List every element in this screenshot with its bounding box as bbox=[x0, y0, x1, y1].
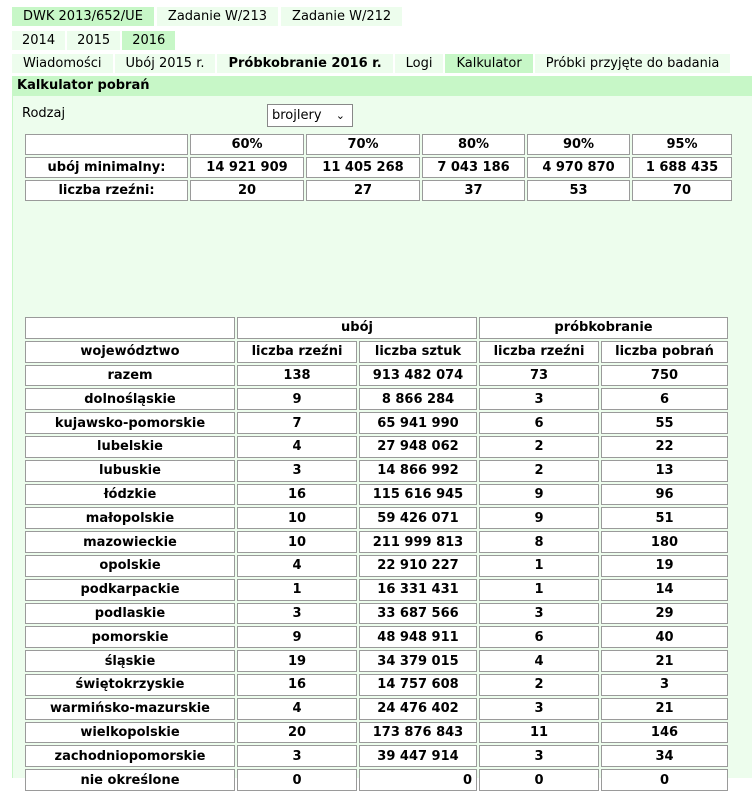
region-liczba-sztuk: 115 616 945 bbox=[359, 484, 477, 506]
region-liczba-rzezni: 3 bbox=[237, 603, 357, 625]
region-liczba-pobran: 180 bbox=[601, 531, 728, 553]
calc-row-liczba-rzezni bbox=[25, 180, 732, 201]
region-liczba-sztuk: 211 999 813 bbox=[359, 531, 477, 553]
table-row bbox=[25, 745, 728, 767]
region-liczba-rzezni: 16 bbox=[237, 484, 357, 506]
region-liczba-rzezni: 138 bbox=[237, 365, 357, 387]
region-liczba-sztuk: 14 757 608 bbox=[359, 674, 477, 696]
region-group-blank bbox=[25, 317, 235, 339]
region-liczba-pobran: 13 bbox=[601, 460, 728, 482]
region-liczba-sztuk: 65 941 990 bbox=[359, 412, 477, 434]
region-group-header-row bbox=[25, 317, 728, 339]
tab-year-2014[interactable]: 2014 bbox=[12, 31, 65, 50]
region-liczba-pobran: 51 bbox=[601, 507, 728, 529]
region-liczba-pobran: 22 bbox=[601, 436, 728, 458]
region-table-body bbox=[25, 317, 728, 791]
table-row bbox=[25, 579, 728, 601]
region-probki-liczba-rzezni: 3 bbox=[479, 745, 599, 767]
region-liczba-sztuk: 173 876 843 bbox=[359, 722, 477, 744]
calc-cell: 4 970 870 bbox=[527, 157, 630, 178]
region-probki-liczba-rzezni: 2 bbox=[479, 436, 599, 458]
table-row bbox=[25, 412, 728, 434]
region-liczba-pobran: 96 bbox=[601, 484, 728, 506]
region-liczba-rzezni: 10 bbox=[237, 531, 357, 553]
region-liczba-rzezni: 4 bbox=[237, 698, 357, 720]
region-liczba-pobran: 29 bbox=[601, 603, 728, 625]
region-name: podkarpackie bbox=[25, 579, 235, 601]
region-liczba-sztuk: 14 866 992 bbox=[359, 460, 477, 482]
region-table bbox=[23, 315, 730, 793]
calc-cell: 27 bbox=[306, 180, 420, 201]
tab-uboj-2015[interactable]: Ubój 2015 r. bbox=[115, 54, 216, 73]
region-probki-liczba-rzezni: 2 bbox=[479, 674, 599, 696]
region-name: zachodniopomorskie bbox=[25, 745, 235, 767]
calc-header-cell: 80% bbox=[422, 134, 525, 155]
region-liczba-rzezni: 0 bbox=[237, 769, 357, 791]
region-probki-liczba-rzezni: 0 bbox=[479, 769, 599, 791]
tab-wiadomosci[interactable]: Wiadomości bbox=[12, 54, 113, 73]
region-name: wielkopolskie bbox=[25, 722, 235, 744]
region-probki-liczba-rzezni: 9 bbox=[479, 507, 599, 529]
region-probki-liczba-rzezni: 1 bbox=[479, 555, 599, 577]
col-header-wojewodztwo: województwo bbox=[25, 341, 235, 363]
region-liczba-pobran: 6 bbox=[601, 388, 728, 410]
region-probki-liczba-rzezni: 2 bbox=[479, 460, 599, 482]
region-liczba-pobran: 0 bbox=[601, 769, 728, 791]
col-header-liczba-pobran: liczba pobrań bbox=[601, 341, 728, 363]
region-liczba-sztuk: 27 948 062 bbox=[359, 436, 477, 458]
table-row bbox=[25, 484, 728, 506]
calc-cell: 20 bbox=[190, 180, 304, 201]
calculator-panel bbox=[12, 96, 752, 788]
calc-cell: 70 bbox=[632, 180, 732, 201]
calc-cell: 37 bbox=[422, 180, 525, 201]
region-liczba-pobran: 14 bbox=[601, 579, 728, 601]
region-liczba-rzezni: 4 bbox=[237, 436, 357, 458]
region-liczba-pobran: 34 bbox=[601, 745, 728, 767]
region-name: mazowieckie bbox=[25, 531, 235, 553]
table-row bbox=[25, 531, 728, 553]
table-row bbox=[25, 365, 728, 387]
region-probki-liczba-rzezni: 8 bbox=[479, 531, 599, 553]
tab-zadanie-w213[interactable]: Zadanie W/213 bbox=[157, 7, 278, 26]
region-liczba-pobran: 19 bbox=[601, 555, 728, 577]
region-name: nie określone bbox=[25, 769, 235, 791]
region-name: kujawsko-pomorskie bbox=[25, 412, 235, 434]
table-row bbox=[25, 507, 728, 529]
region-probki-liczba-rzezni: 6 bbox=[479, 412, 599, 434]
group-header-uboj: ubój bbox=[237, 317, 477, 339]
table-row bbox=[25, 722, 728, 744]
tab-zadanie-w212[interactable]: Zadanie W/212 bbox=[281, 7, 402, 26]
table-row bbox=[25, 674, 728, 696]
region-probki-liczba-rzezni: 6 bbox=[479, 626, 599, 648]
tab-logi[interactable]: Logi bbox=[395, 54, 444, 73]
table-row bbox=[25, 388, 728, 410]
region-liczba-sztuk: 39 447 914 bbox=[359, 745, 477, 767]
region-liczba-rzezni: 20 bbox=[237, 722, 357, 744]
region-probki-liczba-rzezni: 3 bbox=[479, 388, 599, 410]
region-name: razem bbox=[25, 365, 235, 387]
calculator-table bbox=[23, 132, 734, 203]
table-row bbox=[25, 436, 728, 458]
region-liczba-sztuk: 34 379 015 bbox=[359, 650, 477, 672]
region-probki-liczba-rzezni: 9 bbox=[479, 484, 599, 506]
section-tab-bar bbox=[12, 54, 732, 73]
region-liczba-rzezni: 1 bbox=[237, 579, 357, 601]
region-liczba-rzezni: 3 bbox=[237, 460, 357, 482]
region-liczba-sztuk: 16 331 431 bbox=[359, 579, 477, 601]
tab-kalkulator[interactable]: Kalkulator bbox=[445, 54, 532, 73]
region-liczba-sztuk: 0 bbox=[359, 769, 477, 791]
region-liczba-pobran: 21 bbox=[601, 698, 728, 720]
region-name: lubelskie bbox=[25, 436, 235, 458]
region-name: pomorskie bbox=[25, 626, 235, 648]
year-tab-bar bbox=[12, 31, 177, 50]
region-liczba-pobran: 21 bbox=[601, 650, 728, 672]
panel-title: Kalkulator pobrań bbox=[12, 76, 752, 96]
region-liczba-sztuk: 8 866 284 bbox=[359, 388, 477, 410]
calc-cell: 7 043 186 bbox=[422, 157, 525, 178]
calc-cell: 1 688 435 bbox=[632, 157, 732, 178]
tab-probki-przyjete[interactable]: Próbki przyjęte do badania bbox=[535, 54, 731, 73]
col-header-liczba-rzezni-uboj: liczba rzeźni bbox=[237, 341, 357, 363]
calc-header-cell: 60% bbox=[190, 134, 304, 155]
calc-row-label: liczba rzeźni: bbox=[25, 180, 188, 201]
table-row bbox=[25, 626, 728, 648]
tab-probkobranie-2016[interactable]: Próbkobranie 2016 r. bbox=[217, 54, 392, 73]
region-name: świętokrzyskie bbox=[25, 674, 235, 696]
region-probki-liczba-rzezni: 73 bbox=[479, 365, 599, 387]
tab-year-2015[interactable]: 2015 bbox=[67, 31, 120, 50]
region-liczba-pobran: 146 bbox=[601, 722, 728, 744]
calc-cell: 14 921 909 bbox=[190, 157, 304, 178]
region-name: śląskie bbox=[25, 650, 235, 672]
chevron-down-icon: ⌄ bbox=[335, 109, 345, 122]
region-liczba-rzezni: 9 bbox=[237, 626, 357, 648]
calc-cell: 11 405 268 bbox=[306, 157, 420, 178]
col-header-liczba-rzezni-probki: liczba rzeźni bbox=[479, 341, 599, 363]
table-row bbox=[25, 555, 728, 577]
region-name: podlaskie bbox=[25, 603, 235, 625]
table-row bbox=[25, 460, 728, 482]
region-liczba-rzezni: 7 bbox=[237, 412, 357, 434]
region-liczba-pobran: 40 bbox=[601, 626, 728, 648]
region-liczba-sztuk: 33 687 566 bbox=[359, 603, 477, 625]
region-liczba-sztuk: 913 482 074 bbox=[359, 365, 477, 387]
calc-row-label: ubój minimalny: bbox=[25, 157, 188, 178]
region-liczba-rzezni: 4 bbox=[237, 555, 357, 577]
region-probki-liczba-rzezni: 3 bbox=[479, 603, 599, 625]
top-tab-bar bbox=[12, 7, 405, 26]
calc-header-row bbox=[25, 134, 732, 155]
tab-year-2016[interactable]: 2016 bbox=[122, 31, 175, 50]
region-probki-liczba-rzezni: 3 bbox=[479, 698, 599, 720]
region-name: małopolskie bbox=[25, 507, 235, 529]
region-probki-liczba-rzezni: 11 bbox=[479, 722, 599, 744]
region-liczba-rzezni: 3 bbox=[237, 745, 357, 767]
rodzaj-select[interactable] bbox=[267, 104, 353, 127]
region-liczba-pobran: 3 bbox=[601, 674, 728, 696]
calc-cell: 53 bbox=[527, 180, 630, 201]
table-row bbox=[25, 603, 728, 625]
region-name: warmińsko-mazurskie bbox=[25, 698, 235, 720]
region-col-header-row bbox=[25, 341, 728, 363]
region-liczba-pobran: 750 bbox=[601, 365, 728, 387]
calc-row-uboj-minimalny bbox=[25, 157, 732, 178]
region-probki-liczba-rzezni: 4 bbox=[479, 650, 599, 672]
calc-header-cell: 70% bbox=[306, 134, 420, 155]
group-header-probkobranie: próbkobranie bbox=[479, 317, 728, 339]
table-row bbox=[25, 650, 728, 672]
region-probki-liczba-rzezni: 1 bbox=[479, 579, 599, 601]
table-row bbox=[25, 769, 728, 791]
region-liczba-sztuk: 22 910 227 bbox=[359, 555, 477, 577]
region-liczba-sztuk: 24 476 402 bbox=[359, 698, 477, 720]
region-liczba-pobran: 55 bbox=[601, 412, 728, 434]
region-liczba-sztuk: 59 426 071 bbox=[359, 507, 477, 529]
table-row bbox=[25, 698, 728, 720]
region-name: opolskie bbox=[25, 555, 235, 577]
region-name: łódzkie bbox=[25, 484, 235, 506]
rodzaj-select-value: brojlery bbox=[272, 108, 322, 123]
calc-header-cell: 95% bbox=[632, 134, 732, 155]
region-name: dolnośląskie bbox=[25, 388, 235, 410]
calc-header-cell: 90% bbox=[527, 134, 630, 155]
region-name: lubuskie bbox=[25, 460, 235, 482]
col-header-liczba-sztuk: liczba sztuk bbox=[359, 341, 477, 363]
region-liczba-sztuk: 48 948 911 bbox=[359, 626, 477, 648]
tab-dwk-2013-652-ue[interactable]: DWK 2013/652/UE bbox=[12, 7, 154, 26]
region-liczba-rzezni: 16 bbox=[237, 674, 357, 696]
rodzaj-label: Rodzaj bbox=[22, 106, 66, 121]
calc-header-blank bbox=[25, 134, 188, 155]
region-liczba-rzezni: 19 bbox=[237, 650, 357, 672]
region-liczba-rzezni: 9 bbox=[237, 388, 357, 410]
region-liczba-rzezni: 10 bbox=[237, 507, 357, 529]
